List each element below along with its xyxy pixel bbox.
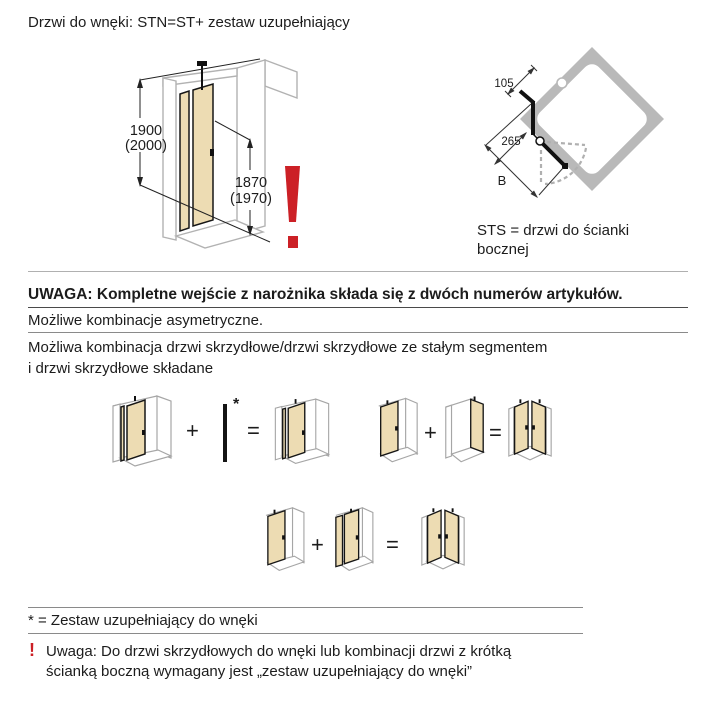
- dimension-wall: 105: [494, 78, 514, 90]
- sts-caption: [477, 221, 629, 259]
- rule-footer-bottom: [28, 633, 583, 634]
- corner-door-icon: [260, 504, 308, 578]
- rule-top: [28, 271, 688, 272]
- combo3-door-fixed: [328, 504, 376, 578]
- warning-exclamation-icon: !: [29, 640, 35, 660]
- page-title: Drzwi do wnęki: STN=ST+ zestaw uzupełniający: [28, 14, 350, 31]
- dimension-width: B: [497, 173, 507, 188]
- combo3-door: [260, 504, 308, 578]
- supplement-kit-bar-icon: [223, 404, 227, 462]
- footer-warning: [46, 642, 511, 681]
- dimension-height-outer-alt: (2000): [125, 138, 167, 154]
- corner-entry-icon: [505, 394, 555, 470]
- dimension-offset: 265: [501, 136, 521, 148]
- door-fixed-segment-icon: [328, 504, 376, 578]
- combo1-result: [268, 394, 336, 474]
- shower-tray-plan-icon: [455, 38, 690, 218]
- combo1-door: [105, 392, 179, 476]
- equals-symbol: =: [489, 420, 502, 445]
- combo3-result: [418, 503, 468, 579]
- plus-symbol: +: [311, 532, 324, 557]
- footer-warning-line2: ścianką boczną wymagany jest „zestaw uzupełniający do wnęki”: [46, 662, 473, 680]
- dimension-height-outer: 1900: [129, 123, 163, 139]
- side-panel-icon: [440, 394, 488, 470]
- combo-note-line2: i drzwi skrzydłowe składane: [28, 360, 214, 377]
- combo2-door: [373, 394, 421, 470]
- plus-symbol: +: [186, 418, 199, 443]
- dimension-height-inner-alt: (1970): [230, 191, 272, 207]
- niche-door-icon: [105, 392, 179, 476]
- combo-note-line1: Możliwa kombinacja drzwi skrzydłowe/drzwi skrzydłowe ze stałym segmentem: [28, 339, 548, 356]
- corner-door-icon: [373, 394, 421, 470]
- rule-under-uwaga: [28, 307, 688, 308]
- warning-exclamation-icon: [281, 166, 305, 252]
- plus-symbol: +: [424, 420, 437, 445]
- dimension-height-inner: 1870: [234, 175, 268, 191]
- equals-symbol: =: [247, 418, 260, 443]
- asymmetric-note: Możliwe kombinacje asymetryczne.: [28, 312, 264, 329]
- footer-warning-line1: Uwaga: Do drzwi skrzydłowych do wnęki lub kombinacji drzwi z krótką: [46, 643, 512, 660]
- equals-symbol: =: [386, 532, 399, 557]
- niche-door-icon: [268, 394, 336, 474]
- rule-footer-top: [28, 607, 583, 608]
- rule-under-asymmetric: [28, 332, 688, 333]
- corner-entry-icon: [418, 503, 468, 579]
- sts-caption-line2: bocznej: [477, 241, 529, 258]
- combo2-side-panel: [440, 394, 488, 470]
- footer-legend: * = Zestaw uzupełniający do wnęki: [28, 612, 258, 629]
- sts-caption-line1: STS = drzwi do ścianki: [477, 222, 630, 239]
- asterisk-marker: *: [233, 396, 240, 413]
- uwaga-note: UWAGA: Kompletne wejście z narożnika składa się z dwóch numerów artykułów.: [28, 286, 623, 303]
- corner-plan-diagram: [455, 38, 690, 218]
- combo2-result: [505, 394, 555, 470]
